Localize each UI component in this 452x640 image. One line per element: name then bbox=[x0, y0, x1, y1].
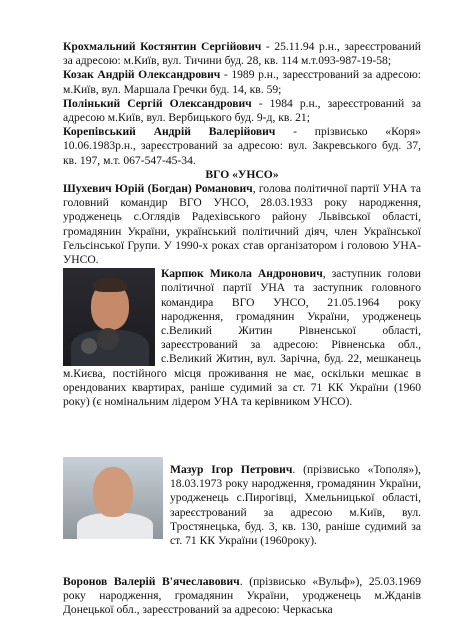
entry-text: - прізвисько «Коря» 10.06.1983р.н., зареєстрований за адресою: вул. Закревського буд. 37, кв. 197, м.т. 067-547-45-34. bbox=[63, 125, 421, 167]
section-heading: ВГО «УНСО» bbox=[205, 167, 279, 181]
entry-text: , заступник голови політичної партії УНА та заступник головного командира ВГО УНСО, 21.05.1964 року народження, громадянин України, уродженець с.Великий Житин Рівненської області, зареєстрований за адресою: Рівненська обл., с.Великий Житин, вул. Зарічна, буд. 22, мешканець м.Києва, постійного місця проживання не має, оскільки мешкає в орендованих квартирах, раніше судимий за ст. 71 КК України (1960 року) (є номінальним лідером УНА та керівником УНСО). bbox=[63, 267, 421, 409]
entry-krokhmalnyi bbox=[63, 40, 421, 68]
entry-name: Козак Андрій Олександрович bbox=[63, 68, 221, 82]
entry-kozak bbox=[63, 68, 421, 96]
text-block-mazur bbox=[170, 463, 421, 548]
entry-name: Воронов Валерій В'ячеславович bbox=[63, 575, 240, 588]
text-block-voronov bbox=[63, 575, 421, 618]
entry-text: - 1984 р.н., зареєстрований за адресою м.Київ, вул. Вербицького буд. 9-д, кв. 21; bbox=[63, 96, 421, 125]
portrait-photo bbox=[63, 268, 155, 366]
entry-text: - 1989 р.н., зареєстрований за адресою: м.Київ, вул. Маршала Гречки буд. 14, кв. 59; bbox=[63, 68, 422, 96]
entry-text: . (прізвисько «Тополя»), 18.03.1973 року народження, громадянин України, уродженець с.Пирогівці, Хмельницької області, зареєстрований за адресою м.Київ, вул. Тростянецька, буд. 3, кв. 130, раніше судимий за ст. 71 КК України (1960року). bbox=[170, 463, 421, 548]
entry-text: . (прізвисько «Вульф»), 25.03.1969 року народження, громадянин України, уродженець м.Жданів Донецької обл., зареєстрований за адресою: Черкаська bbox=[63, 575, 421, 617]
entry-text: , голова політичної партії УНА та головний командир ВГО УНСО, 28.03.1933 року народження, уродженець с.Оглядів Радехівського району Львівської області, громадянин України, український політичний діяч, член Української Гельсінської Групи. У 1990-х роках став організатором і головою УНА-УНСО. bbox=[63, 182, 421, 267]
entry-name: Мазур Ігор Петрович bbox=[170, 463, 293, 476]
entry-name: Крохмальний Костянтин Сергійович bbox=[63, 40, 262, 53]
entry-mazur bbox=[170, 463, 421, 548]
entry-name: Полінький Сергій Олександрович bbox=[63, 96, 252, 110]
entry-text: - 25.11.94 р.н., зареєстрований за адресою: м.Київ, вул. Тичини буд. 28, кв. 114 м.т.093-987-19-58; bbox=[63, 40, 421, 68]
entry-shukhevych bbox=[63, 182, 421, 267]
text-block-top bbox=[63, 40, 421, 409]
entry-name: Карпюк Микола Андронович bbox=[161, 267, 323, 281]
entry-name: Корепівський Андрій Валерійович bbox=[63, 125, 276, 139]
portrait-photo-mazur bbox=[63, 457, 163, 539]
entry-karpiuk bbox=[63, 267, 421, 409]
entry-polinkyi bbox=[63, 97, 421, 125]
entry-name: Шухевич Юрій (Богдан) Романович bbox=[63, 182, 253, 196]
entry-korepivskyi bbox=[63, 125, 421, 168]
entry-voronov bbox=[63, 575, 421, 618]
